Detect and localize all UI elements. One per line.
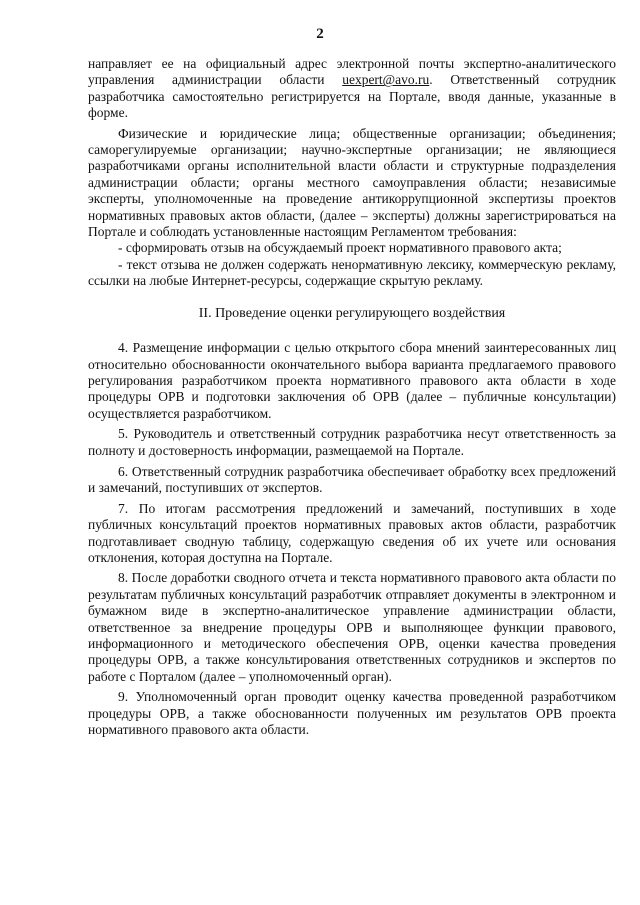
clause-7: 7. По итогам рассмотрения предложений и замечаний, поступивших в ходе публичных консультаций проектов нормативных правовых актов области, разработчик подготавливает сводную таблицу, содержащую сведения об их учете или основания отклонения, которая доступна на Портале. xyxy=(88,500,616,565)
document-body xyxy=(88,56,616,738)
page-number: 2 xyxy=(316,26,324,42)
intro-paragraph xyxy=(88,56,616,122)
requirement-item: - текст отзыва не должен содержать ненормативную лексику, коммерческую рекламу, ссылки на любые Интернет-ресурсы, содержащие скрытую рекламу. xyxy=(88,256,616,289)
clause-8: 8. После доработки сводного отчета и текста нормативного правового акта области по результатам публичных консультаций разработчик отправляет документы в электронном и бумажном виде в экспертно-аналитическое управление администрации области, ответственное за внедрение процедуры ОРВ и выполняющее функции правового, информационного и методического обеспечения ОРВ, оценки качества проведения процедуры ОРВ, а также консультирования ответственных сотрудников и экспертов по работе с Порталом (далее – уполномоченный орган). xyxy=(88,570,616,684)
section-heading: II. Проведение оценки регулирующего воздействия xyxy=(198,305,506,321)
intro-text-continued: . Ответственный сотрудник разработчика самостоятельно регистрируется на Портале, вводя данные, указанные в форме. xyxy=(88,72,616,121)
clause-9: 9. Уполномоченный орган проводит оценку качества проведенной разработчиком процедуры ОРВ, а также обоснованности полученных им результатов ОРВ проекта нормативного правового акта области. xyxy=(88,689,616,738)
clause-5: 5. Руководитель и ответственный сотрудник разработчика несут ответственность за полноту и достоверность информации, размещаемой на Портале. xyxy=(88,426,616,458)
requirement-item: - сформировать отзыв на обсуждаемый проект нормативного правового акта; xyxy=(118,240,562,256)
clause-4: 4. Размещение информации с целью открытого сбора мнений заинтересованных лиц относительно обоснованности окончательного выбора варианта предлагаемого правового регулирования разработчиком проекта нормативного правового акта области в ходе процедуры ОРВ и подготовки заключения об ОРВ (далее – публичные консультации) осуществляется разработчиком. xyxy=(88,340,616,421)
intro-text: направляет ее на официальный адрес электронной почты экспертно-аналитического управления администрации области xyxy=(88,56,616,88)
clause-6: 6. Ответственный сотрудник разработчика обеспечивает обработку всех предложений и замечаний, поступивших от экспертов. xyxy=(88,463,616,496)
email-link[interactable]: uexpert@avo.ru xyxy=(342,72,430,88)
participants-paragraph: Физические и юридические лица; общественные организации; объединения; саморегулируемые организации; научно-экспертные организации; не являющиеся разработчиками органы исполнительной власти области и структурные подразделения администрации области; органы местного самоуправления области; независимые эксперты, уполномоченные на проведение антикоррупционной экспертизы проектов нормативных правовых актов области, (далее – эксперты) должны зарегистрироваться на Портале и соблюдать установленные настоящим Регламентом требования: xyxy=(88,125,616,240)
